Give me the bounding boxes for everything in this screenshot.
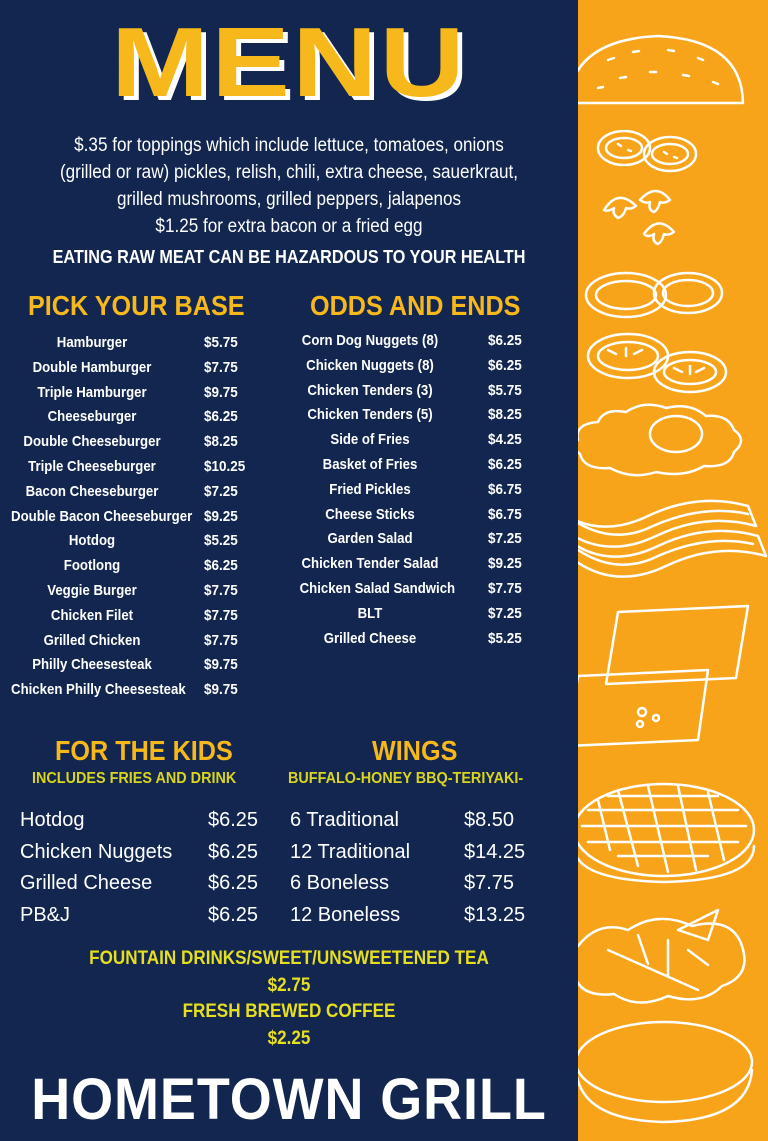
odds-menu-row (290, 379, 550, 404)
item-price: $7.75 (204, 581, 238, 599)
wings-list (290, 805, 550, 931)
item-price: $6.25 (204, 557, 238, 575)
toppings-line: grilled mushrooms, grilled peppers, jalapenos (116, 189, 462, 210)
kids-menu-row (20, 868, 280, 900)
item-price: $6.25 (204, 408, 238, 426)
item-name: Triple Cheeseburger (28, 457, 156, 475)
item-price: $8.25 (488, 406, 522, 424)
item-price: $6.25 (208, 840, 259, 863)
item-price: $5.75 (204, 334, 238, 351)
odds-menu-row (290, 329, 550, 354)
bun-bottom-icon (578, 1022, 752, 1122)
burger-ingredients-illustration (578, 0, 768, 1141)
odds-menu-row (290, 354, 550, 379)
item-name: Hamburger (56, 334, 128, 351)
item-name: Footlong (63, 557, 121, 575)
tomato-slices-icon (588, 334, 726, 392)
odds-menu-row (290, 577, 550, 602)
restaurant-name: HOMETOWN GRILL (31, 1067, 547, 1132)
item-price: $8.25 (204, 433, 238, 451)
item-price: $6.25 (208, 809, 259, 831)
item-name: Bacon Cheeseburger (25, 482, 159, 500)
item-name: Chicken Nuggets (8) (306, 356, 434, 374)
mushroom-slices-icon (604, 191, 674, 244)
kids-menu-row (20, 900, 280, 932)
onion-rings-icon (586, 273, 722, 317)
bacon-icon (578, 501, 766, 577)
drinks-section (29, 946, 549, 1052)
item-price: $5.25 (488, 629, 522, 647)
item-name: Chicken Filet (50, 606, 134, 624)
kids-subheading: INCLUDES FRIES AND DRINK (32, 770, 237, 787)
wings-menu-row (290, 805, 550, 837)
coffee-label: FRESH BREWED COFFEE (182, 1001, 396, 1022)
fountain-drinks-label: FOUNTAIN DRINKS/SWEET/UNSWEETENED TEA (89, 948, 489, 969)
bun-top-icon (578, 36, 743, 103)
fried-egg-icon (578, 405, 741, 475)
item-name: Basket of Fries (322, 455, 418, 473)
pickle-slices-icon (598, 131, 696, 171)
item-price: $6.75 (488, 505, 522, 523)
item-name: Fried Pickles (329, 480, 411, 498)
item-name: BLT (357, 604, 383, 622)
item-price: $7.75 (204, 631, 238, 649)
item-name: 6 Traditional (290, 809, 399, 831)
fountain-drinks-price: $2.75 (267, 974, 311, 996)
base-list (0, 331, 260, 703)
item-price: $10.25 (204, 457, 246, 475)
item-price: $7.25 (488, 604, 522, 622)
odds-heading: ODDS AND ENDS (310, 290, 521, 321)
base-menu-row (0, 629, 260, 654)
item-price: $6.75 (488, 480, 522, 498)
odds-menu-row (290, 627, 550, 652)
item-name: Triple Hamburger (37, 383, 147, 401)
item-price: $6.25 (488, 332, 522, 349)
toppings-line: $.35 for toppings which include lettuce, tomatoes, onions (74, 135, 504, 156)
item-name: Chicken Tenders (3) (307, 381, 433, 399)
item-name: Side of Fries (330, 431, 410, 449)
base-menu-row (0, 455, 260, 480)
base-menu-row (0, 405, 260, 430)
item-name: Cheese Sticks (325, 505, 415, 523)
base-heading: PICK YOUR BASE (28, 290, 245, 321)
coffee-price: $2.25 (267, 1027, 311, 1049)
odds-menu-row (290, 478, 550, 503)
item-name: Philly Cheesesteak (32, 656, 152, 674)
kids-heading: FOR THE KIDS (55, 735, 233, 766)
kids-list (20, 805, 280, 931)
base-menu-row (0, 579, 260, 604)
item-price: $13.25 (464, 903, 526, 926)
item-name: Double Hamburger (32, 358, 152, 376)
base-menu-row (0, 430, 260, 455)
wings-heading: WINGS (372, 735, 458, 766)
kids-menu-row (20, 837, 280, 869)
toppings-line: $1.25 for extra bacon or a fried egg (155, 216, 423, 237)
item-price: $14.25 (464, 840, 526, 863)
item-name: Chicken Salad Sandwich (299, 579, 456, 597)
lettuce-icon (578, 910, 745, 1003)
item-price: $7.75 (204, 606, 238, 624)
item-name: 12 Boneless (290, 903, 401, 926)
odds-menu-row (290, 602, 550, 627)
item-price: $7.25 (488, 530, 522, 548)
item-price: $6.25 (488, 356, 522, 374)
wings-subheading: BUFFALO-HONEY BBQ-TERIYAKI- (288, 770, 524, 787)
item-price: $7.25 (204, 482, 238, 500)
item-price: $7.75 (204, 358, 238, 376)
base-menu-row (0, 554, 260, 579)
item-price: $8.50 (464, 809, 515, 831)
item-name: Chicken Tenders (5) (307, 406, 433, 424)
item-name: Grilled Chicken (43, 631, 141, 649)
wings-menu-row (290, 900, 550, 932)
health-warning: EATING RAW MEAT CAN BE HAZARDOUS TO YOUR HEALTH (52, 247, 526, 267)
item-price: $5.25 (204, 532, 238, 550)
item-price: $6.25 (208, 872, 259, 894)
item-price: $9.75 (204, 656, 238, 674)
base-menu-row (0, 381, 260, 406)
kids-menu-row (20, 805, 280, 837)
base-menu-row (0, 678, 260, 703)
base-menu-row (0, 653, 260, 678)
wings-menu-row (290, 837, 550, 869)
toppings-info (29, 132, 549, 240)
menu-title: MENU (111, 7, 467, 117)
item-name: Double Bacon Cheeseburger (11, 507, 193, 525)
item-name: 6 Boneless (290, 872, 389, 894)
item-name: Hotdog (20, 809, 85, 831)
item-name: Double Cheeseburger (23, 433, 161, 451)
item-name: Cheeseburger (47, 408, 137, 426)
item-name: Grilled Cheese (20, 872, 153, 894)
item-name: Garden Salad (327, 530, 413, 548)
odds-menu-row (290, 527, 550, 552)
odds-list (290, 329, 550, 651)
odds-menu-row (290, 453, 550, 478)
cheese-slice-icon (578, 606, 748, 746)
base-menu-row (0, 331, 260, 356)
item-price: $7.75 (464, 872, 515, 894)
item-price: $9.75 (204, 383, 238, 401)
item-name: Chicken Nuggets (20, 840, 173, 863)
toppings-line: (grilled or raw) pickles, relish, chili, extra cheese, sauerkraut, (59, 162, 519, 183)
item-name: 12 Traditional (290, 840, 411, 863)
base-menu-row (0, 356, 260, 381)
base-menu-row (0, 480, 260, 505)
burger-illustration-panel (578, 0, 768, 1141)
item-price: $9.25 (488, 555, 522, 573)
odds-menu-row (290, 503, 550, 528)
item-name: Grilled Cheese (323, 629, 417, 647)
item-price: $7.75 (488, 579, 522, 597)
item-price: $6.25 (208, 903, 259, 926)
item-name: PB&J (20, 903, 71, 926)
burger-patty-icon (578, 784, 754, 882)
item-price: $6.25 (488, 455, 522, 473)
item-name: Veggie Burger (47, 581, 137, 599)
wings-menu-row (290, 868, 550, 900)
item-price: $5.75 (488, 381, 522, 399)
item-price: $9.25 (204, 507, 238, 525)
odds-menu-row (290, 403, 550, 428)
base-menu-row (0, 604, 260, 629)
item-price: $9.75 (204, 681, 238, 699)
item-name: Chicken Philly Cheesesteak (11, 681, 186, 699)
item-name: Chicken Tender Salad (301, 555, 439, 573)
base-menu-row (0, 505, 260, 530)
item-name: Hotdog (68, 532, 116, 550)
item-price: $4.25 (488, 431, 522, 449)
odds-menu-row (290, 552, 550, 577)
base-menu-row (0, 529, 260, 554)
odds-menu-row (290, 428, 550, 453)
item-name: Corn Dog Nuggets (8) (301, 332, 439, 349)
